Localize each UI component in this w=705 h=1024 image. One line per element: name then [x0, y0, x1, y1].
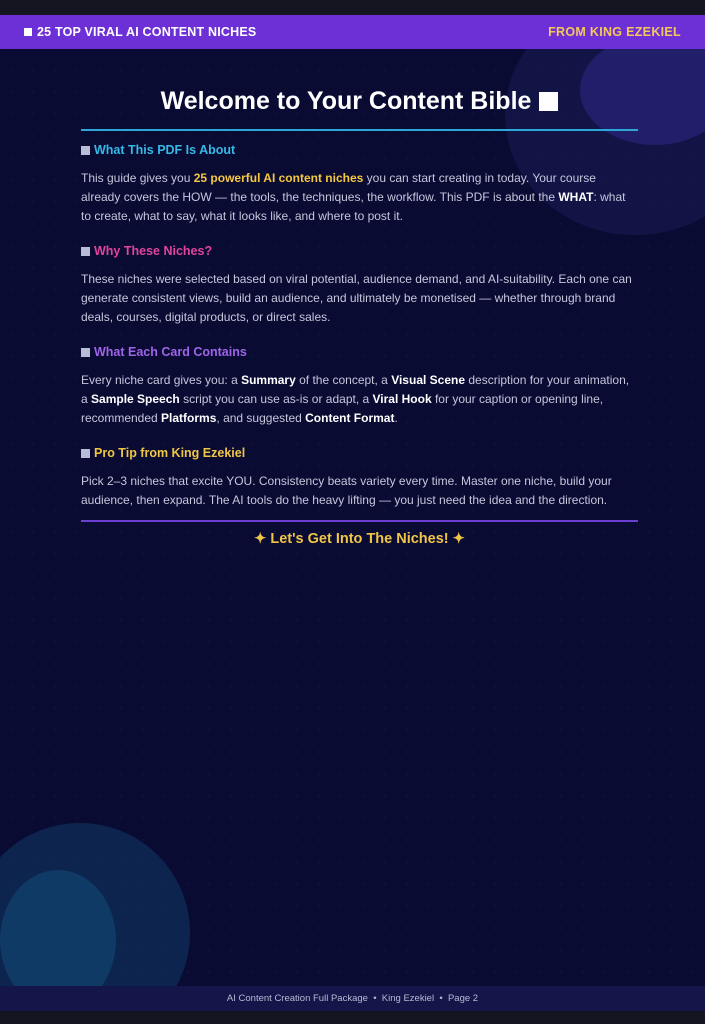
section-paragraph-pro-tip	[81, 472, 638, 510]
bullet-square-icon	[81, 247, 90, 256]
header-title: 25 TOP VIRAL AI CONTENT NICHES	[37, 25, 257, 39]
section-heading-text: What Each Card Contains	[94, 345, 247, 359]
section-heading-pro-tip	[81, 446, 638, 460]
text-run: you can start creating in today. Your course already covers the HOW — the tools, the techniques, the workflow. This PDF is about the	[81, 171, 596, 204]
text-run: .	[394, 411, 398, 425]
header-left	[24, 25, 256, 39]
section-heading-about	[81, 143, 638, 157]
section-paragraph-about	[81, 169, 638, 226]
bottom-edge-strip	[0, 1011, 705, 1024]
bold-text: Platforms	[161, 411, 217, 425]
text-run: script you can use as-is or adapt, a	[179, 392, 373, 406]
text-run: description for your animation, a	[81, 373, 630, 406]
page-footer: AI Content Creation Full Package • King Ezekiel • Page 2	[0, 986, 705, 1011]
section-paragraph-why	[81, 270, 638, 327]
pdf-page	[0, 15, 705, 1011]
text-run: Every niche card gives you: a	[81, 373, 242, 387]
highlight-text: 25 powerful AI content niches	[193, 171, 364, 185]
bullet-square-icon	[81, 348, 90, 357]
bold-text: WHAT	[558, 190, 594, 204]
title-divider	[81, 129, 638, 131]
bold-text: Summary	[241, 373, 296, 387]
text-run: , and suggested	[216, 411, 306, 425]
page-content	[81, 83, 638, 547]
bold-text: Content Format	[305, 411, 395, 425]
page-title	[81, 83, 638, 119]
text-run: for your caption or opening line, recommended	[81, 392, 604, 425]
section-heading-card-contents	[81, 345, 638, 359]
section-heading-text: Pro Tip from King Ezekiel	[94, 446, 246, 460]
page-title-text: Welcome to Your Content Bible	[160, 87, 532, 115]
text-run: : what to create, what to say, what it looks like, and where to post it.	[81, 190, 626, 223]
bullet-square-icon	[81, 449, 90, 458]
section-heading-text: What This PDF Is About	[94, 143, 236, 157]
cta-divider	[81, 520, 638, 522]
cta-heading: ✦ Let's Get Into The Niches! ✦	[254, 531, 465, 547]
text-run: This guide gives you	[81, 171, 194, 185]
section-heading-text: Why These Niches?	[94, 244, 213, 258]
section-paragraph-card-contents	[81, 371, 638, 428]
bullet-square-icon	[81, 146, 90, 155]
page-header-bar	[0, 15, 705, 49]
title-square-icon	[539, 92, 558, 111]
section-heading-why	[81, 244, 638, 258]
header-author: FROM KING EZEKIEL	[548, 25, 681, 39]
bold-text: Viral Hook	[372, 392, 432, 406]
text-run: These niches were selected based on viral potential, audience demand, and AI-suitability. Each one can generate consistent views, build an audience, and ultimately be monetised — whether through brand deals, courses, digital products, or direct sales.	[81, 272, 632, 324]
bold-text: Visual Scene	[391, 373, 466, 387]
text-run: of the concept, a	[295, 373, 392, 387]
square-icon	[24, 28, 32, 36]
top-edge-strip	[0, 0, 705, 15]
text-run: Pick 2–3 niches that excite YOU. Consistency beats variety every time. Master one niche, build your audience, then expand. The AI tools do the heavy lifting — you just need the idea and the direction.	[81, 474, 612, 507]
bold-text: Sample Speech	[91, 392, 180, 406]
